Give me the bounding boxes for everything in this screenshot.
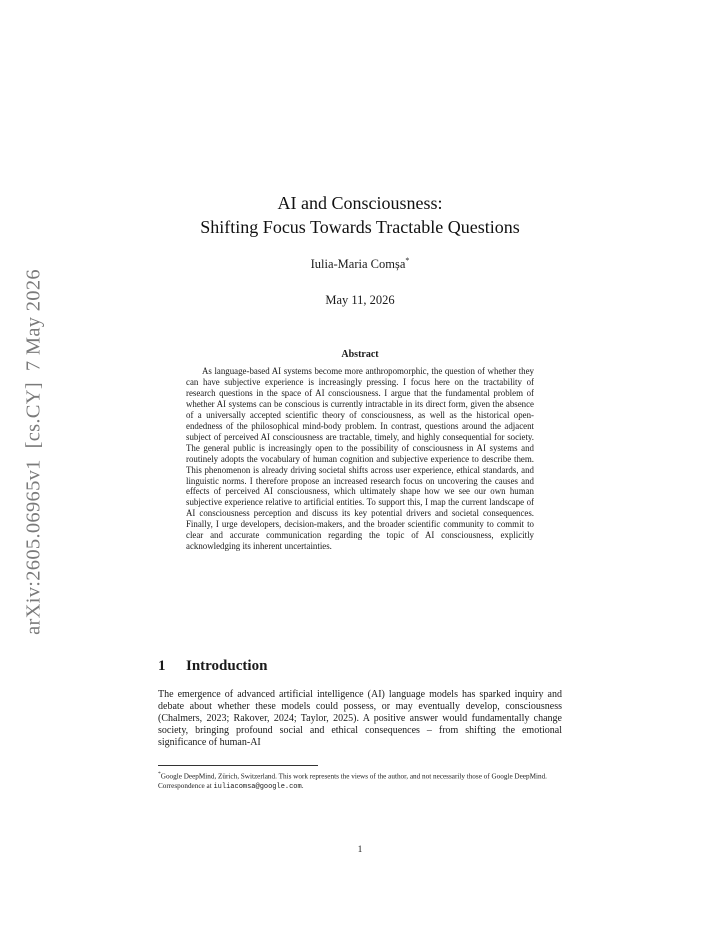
footnote bbox=[158, 769, 562, 792]
footnote-text: Google DeepMind, Zürich, Switzerland. This work represents the views of the author, and not necessarily those of Google DeepMind. Correspondence at bbox=[158, 772, 547, 791]
paper-date: May 11, 2026 bbox=[325, 293, 395, 307]
author-name: Iulia-Maria Comșa bbox=[310, 257, 406, 272]
arxiv-identifier: arXiv:2605.06965v1 [cs.CY] 7 May 2026 bbox=[22, 269, 45, 635]
section-number: 1 bbox=[158, 658, 166, 674]
footnote-end: . bbox=[301, 782, 304, 791]
footnote-divider bbox=[158, 765, 318, 766]
title-line-1: AI and Consciousness: bbox=[277, 193, 443, 213]
paper-title bbox=[0, 191, 720, 239]
introduction-paragraph: The emergence of advanced artificial intelligence (AI) language models has sparked inquiry and debate about whether these models could possess, or may eventually develop, consciousness (Chalmers, 2023; Rakover, 2024; Taylor, 2025). A positive answer would fundamentally change society, bringing profound social and ethical consequences – from shifting the emotional significance of human-AI bbox=[158, 689, 562, 749]
section-heading-introduction bbox=[158, 658, 267, 675]
author-block bbox=[0, 256, 720, 272]
title-line-2: Shifting Focus Towards Tractable Questions bbox=[200, 217, 520, 237]
abstract-heading: Abstract bbox=[341, 349, 379, 360]
abstract-text: As language-based AI systems become more anthropomorphic, the question of whether they can have subjective experience is increasingly pressing. I focus here on the tractability of research questions in the space of AI consciousness. I argue that the fundamental problem of whether AI systems can be conscious is currently intractable in its direct form, given the absence of a universally accepted scientific theory of consciousness, as well as the historical open-endedness of the philosophical mind-body problem. In contrast, questions around the adjacent subject of perceived AI consciousness are tractable, timely, and highly consequential for society. The general public is increasingly open to the possibility of consciousness in AI systems and routinely adopts the vocabulary of human cognition and subjective experience to describe them. This phenomenon is already driving societal shifts across user experience, ethical standards, and linguistic norms. I therefore propose an increased research focus on uncovering the causes and effects of perceived AI consciousness, which ultimately shape how we see our own human subjective experience relative to artificial entities. To support this, I map the current landscape of AI consciousness perception and discuss its key potential drivers and societal consequences. Finally, I urge developers, decision-makers, and the broader scientific community to commit to clear and accurate communication regarding the topic of AI consciousness, explicitly acknowledging its inherent uncertainties. bbox=[186, 366, 534, 552]
footnote-mark: * bbox=[158, 771, 161, 777]
section-title: Introduction bbox=[186, 658, 268, 674]
page-number: 1 bbox=[357, 845, 363, 855]
correspondence-email[interactable]: iuliacomsa@google.com bbox=[213, 783, 302, 792]
author-footnote-mark: * bbox=[405, 256, 410, 265]
